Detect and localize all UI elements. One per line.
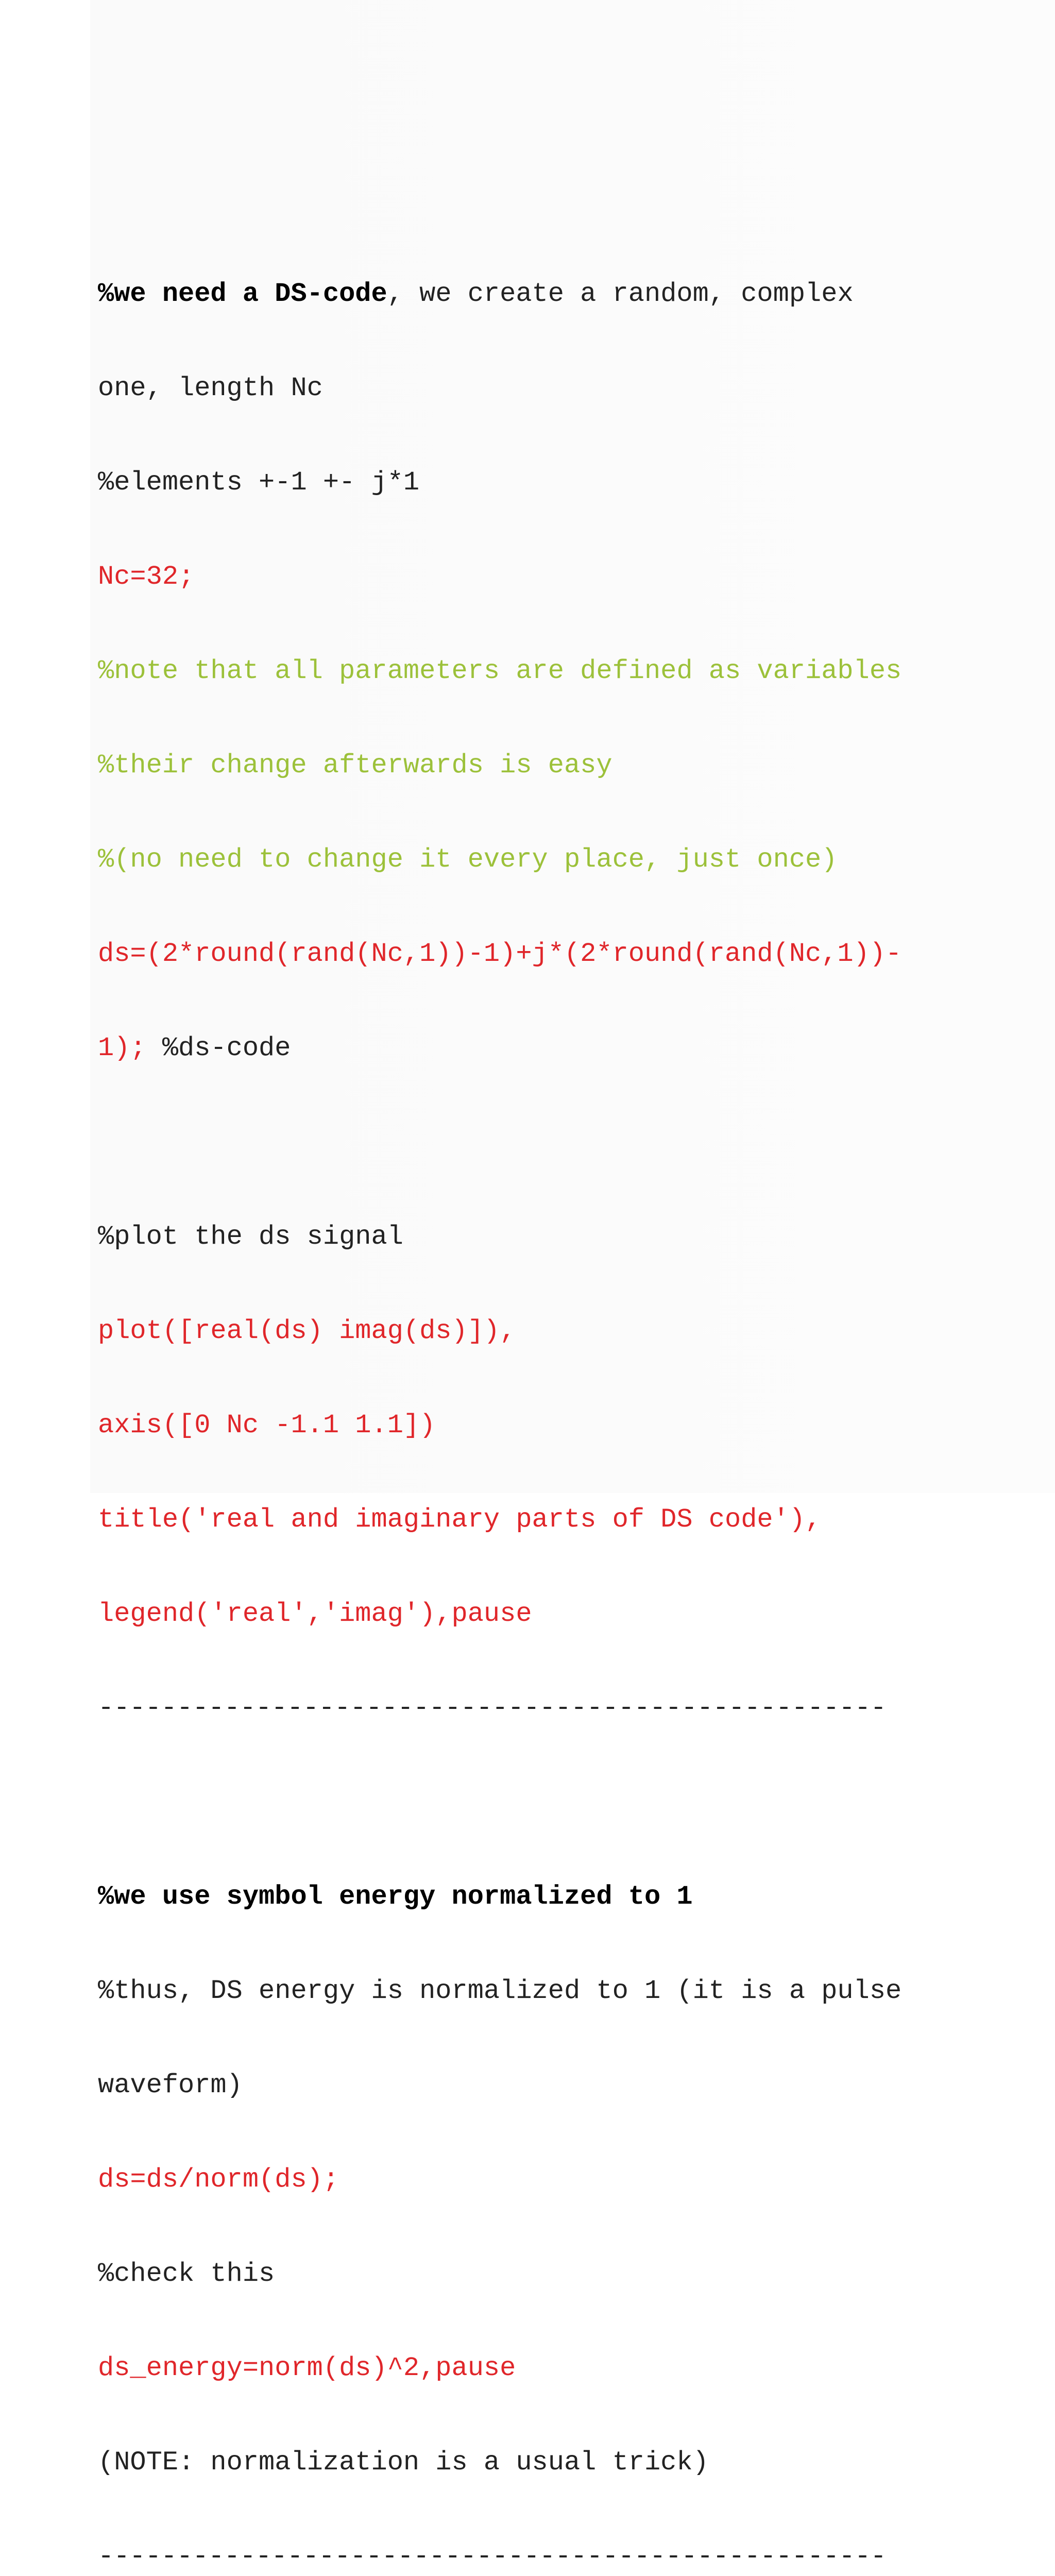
section-heading-ds-code: %we need a DS-code xyxy=(98,279,387,309)
note-comment-line: %their change afterwards is easy xyxy=(98,750,612,781)
comment-line: %thus, DS energy is normalized to 1 (it is a pulse xyxy=(98,1976,902,2006)
code-line xyxy=(98,278,948,310)
comment-line: %plot the ds signal xyxy=(98,1222,403,1252)
code-line: axis([0 Nc -1.1 1.1]) xyxy=(98,1410,436,1440)
comment-line: waveform) xyxy=(98,2070,243,2100)
comment-text: %ds-code xyxy=(146,1033,291,1063)
code-line: title('real and imaginary parts of DS code'), xyxy=(98,1504,822,1535)
code-text: 1); xyxy=(98,1033,146,1063)
code-listing xyxy=(98,215,948,2576)
code-line: ds=(2*round(rand(Nc,1))-1)+j*(2*round(rand(Nc,1))- xyxy=(98,939,902,969)
section-divider: -------------------------------------------------- xyxy=(98,2541,887,2572)
code-line: ds_energy=norm(ds)^2,pause xyxy=(98,2353,516,2383)
comment-line: one, length Nc xyxy=(98,373,323,403)
comment-line: %elements +-1 +- j*1 xyxy=(98,467,420,498)
note-comment-line: %(no need to change it every place, just once) xyxy=(98,844,838,875)
blank-line xyxy=(98,1787,948,1818)
note-line: (NOTE: normalization is a usual trick) xyxy=(98,2447,709,2478)
comment-line: %check this xyxy=(98,2259,275,2289)
section-heading-energy: %we use symbol energy normalized to 1 xyxy=(98,1882,693,1912)
note-comment-line: %note that all parameters are defined as variables xyxy=(98,656,902,686)
code-line xyxy=(98,1032,948,1064)
code-line: ds=ds/norm(ds); xyxy=(98,2164,339,2195)
code-line: Nc=32; xyxy=(98,562,195,592)
code-line: legend('real','imag'),pause xyxy=(98,1599,532,1629)
code-line: plot([real(ds) imag(ds)]), xyxy=(98,1316,516,1346)
section-divider: -------------------------------------------------- xyxy=(98,1693,887,1723)
comment-text: , we create a random, complex xyxy=(387,279,854,309)
blank-line xyxy=(98,1127,948,1158)
